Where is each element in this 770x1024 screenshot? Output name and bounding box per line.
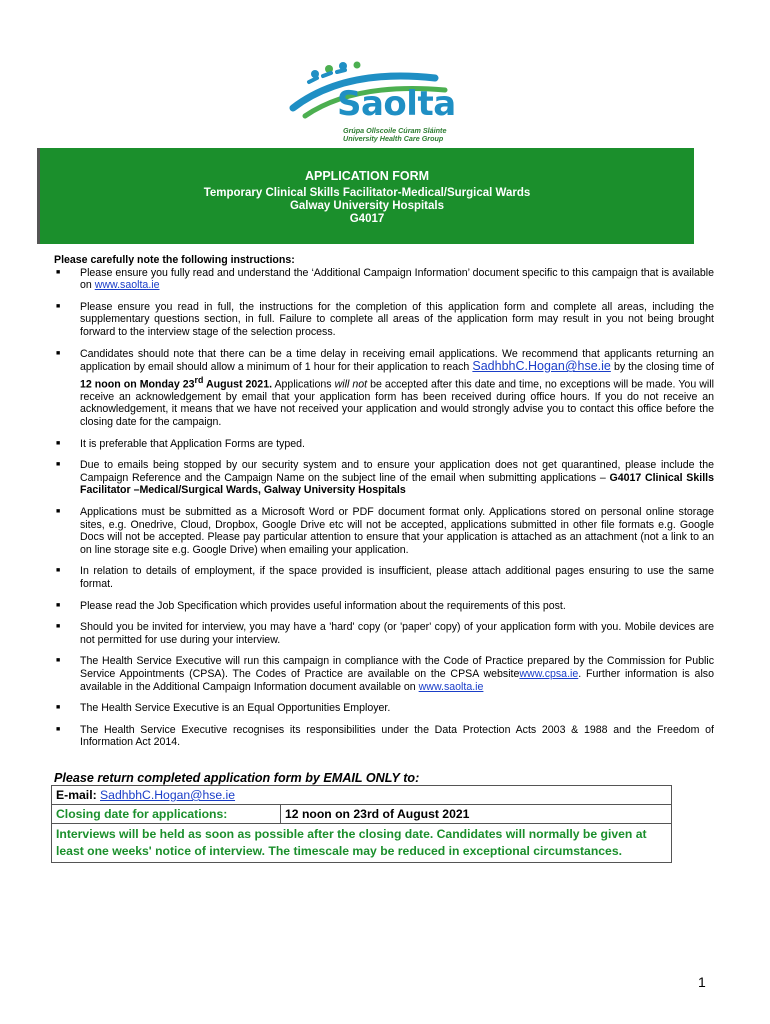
saolta-link[interactable]: www.saolta.ie bbox=[418, 680, 484, 693]
item-text: Please ensure you fully read and understand the ‘Additional Campaign Information’ document specific to this campaign that is available on bbox=[80, 266, 714, 292]
item-text: Applications must be submitted as a Microsoft Word or PDF document format only. Applications stored on personal online storage sites, e.g. Onedrive, Cloud, Dropbox, Google Drive etc will not be accepted, applications submitted in other file formats e.g. Google Docs will not be accepted. Please pay particular attention to ensure that your application is attached as an attachment (not a link to an on line storage site e.g. Google Drive) when emailing your application. bbox=[80, 506, 714, 556]
list-item bbox=[54, 565, 714, 590]
bullet-icon: ■ bbox=[56, 601, 61, 609]
instructions-heading: Please carefully note the following instructions: bbox=[54, 254, 295, 266]
item-text: It is preferable that Application Forms are typed. bbox=[80, 437, 305, 450]
table-row bbox=[52, 786, 672, 805]
logo-subtitle-english: University Health Care Group bbox=[343, 134, 444, 143]
instructions-section bbox=[54, 254, 714, 749]
form-title: APPLICATION FORM bbox=[304, 169, 430, 183]
item-text: Applications bbox=[272, 378, 335, 391]
logo-wordmark: Saolta bbox=[337, 84, 456, 124]
bullet-icon: ■ bbox=[56, 623, 61, 631]
item-text: be accepted after this date and time, no exceptions will be made. You will receive an acknowledgement by email that your application form has been received during office hours. If you do not receive an acknowledgement, it means that we have not received your application and would strongly advise you to contact this office before the closing date for the campaign. bbox=[80, 378, 714, 429]
item-text: Should you be invited for interview, you may have a 'hard' copy (or 'paper' copy) of your application form with you. Mobile devices are not permitted for use during your interview. bbox=[80, 621, 714, 646]
instructions-list bbox=[54, 267, 714, 749]
item-text: by the closing time of bbox=[610, 361, 714, 374]
table-row bbox=[52, 805, 672, 824]
campaign-subject-text: G4017 Clinical Skills Facilitator –Medical/Surgical Wards, Galway University Hospitals bbox=[80, 471, 714, 497]
list-item bbox=[54, 702, 714, 715]
item-text: In relation to details of employment, if the space provided is insufficient, please attach additional pages ensuring to use the same format. bbox=[80, 565, 714, 590]
list-item bbox=[54, 600, 714, 613]
page-number: 1 bbox=[698, 974, 706, 990]
list-item bbox=[54, 348, 714, 429]
return-instructions-title: Please return completed application form by EMAIL ONLY to: bbox=[54, 771, 420, 785]
submission-details-table bbox=[51, 785, 672, 863]
email-link[interactable]: SadhbhC.Hogan@hse.ie bbox=[472, 359, 611, 374]
item-text: Please ensure you read in full, the instructions for the completion of this application form and complete all areas, including the supplementary questions section, in full. Failure to complete all areas of the application form may result in you not being brought forward to the interview stage of the selection process. bbox=[80, 300, 714, 338]
item-text: Please read the Job Specification which provides useful information about the requirements of this post. bbox=[80, 599, 566, 612]
bullet-icon: ■ bbox=[56, 508, 61, 516]
closing-date-value: 12 noon on 23rd of August 2021 bbox=[281, 805, 672, 824]
bullet-icon: ■ bbox=[56, 349, 61, 357]
list-item bbox=[54, 459, 714, 497]
item-text: The Health Service Executive recognises its responsibilities under the Data Protection Acts 2003 & 1988 and the Freedom of Information Act 2014. bbox=[80, 723, 714, 749]
table-row bbox=[52, 824, 672, 863]
bullet-icon: ■ bbox=[56, 725, 61, 733]
closing-date-label: Closing date for applications: bbox=[52, 805, 281, 824]
list-item bbox=[54, 655, 714, 693]
title-banner bbox=[37, 148, 694, 244]
deadline-text: 12 noon on Monday 23 bbox=[80, 378, 195, 391]
item-text: The Health Service Executive will run this campaign in compliance with the Code of Practice prepared by the Commission for Public Service Appointments (CPSA). The Codes of Practice are available on the CPSA website bbox=[80, 655, 714, 680]
item-text: . Further information is also available in the Additional Campaign Information document available on bbox=[80, 667, 714, 693]
deadline-text: August 2021. bbox=[203, 378, 273, 391]
bullet-icon: ■ bbox=[56, 704, 61, 712]
hospital-location: Galway University Hospitals bbox=[289, 200, 445, 212]
campaign-reference: G4017 bbox=[349, 213, 385, 225]
post-title: Temporary Clinical Skills Facilitator-Medical/Surgical Wards bbox=[203, 187, 531, 199]
list-item bbox=[54, 621, 714, 646]
list-item bbox=[54, 267, 714, 292]
list-item bbox=[54, 301, 714, 339]
saolta-link[interactable]: www.saolta.ie bbox=[94, 279, 160, 292]
bullet-icon: ■ bbox=[56, 461, 61, 469]
item-text: Due to emails being stopped by our security system and to ensure your application does not get quarantined, please include the Campaign Reference and the Campaign Name on the subject line of the email when submitting applications – bbox=[80, 459, 714, 484]
logo-subtitle-irish: Grúpa Ollscoile Cúram Sláinte bbox=[343, 126, 447, 135]
bullet-icon: ■ bbox=[56, 302, 61, 310]
bullet-icon: ■ bbox=[56, 439, 61, 447]
saolta-logo bbox=[285, 60, 485, 142]
email-cell bbox=[52, 786, 672, 805]
list-item bbox=[54, 506, 714, 556]
item-text: The Health Service Executive is an Equal Opportunities Employer. bbox=[80, 702, 391, 715]
list-item bbox=[54, 724, 714, 749]
item-text: Candidates should note that there can be a time delay in receiving email applications. We recommend that applicants returning an application by email should allow a minimum of 1 hour for their application to reach bbox=[80, 347, 714, 374]
deadline-superscript: rd bbox=[194, 374, 204, 385]
email-label: E-mail: bbox=[56, 788, 97, 802]
cpsa-link[interactable]: www.cpsa.ie bbox=[519, 667, 579, 680]
submission-email-link[interactable]: SadhbhC.Hogan@hse.ie bbox=[100, 788, 236, 802]
interview-note: Interviews will be held as soon as possible after the closing date. Candidates will normally be given at least one weeks' notice of interview. The timescale may be reduced in exceptional circumstances. bbox=[52, 824, 672, 863]
bullet-icon: ■ bbox=[56, 567, 61, 575]
emphasis-text: will not bbox=[334, 378, 368, 391]
bullet-icon: ■ bbox=[56, 268, 61, 276]
bullet-icon: ■ bbox=[56, 657, 61, 665]
list-item bbox=[54, 438, 714, 451]
